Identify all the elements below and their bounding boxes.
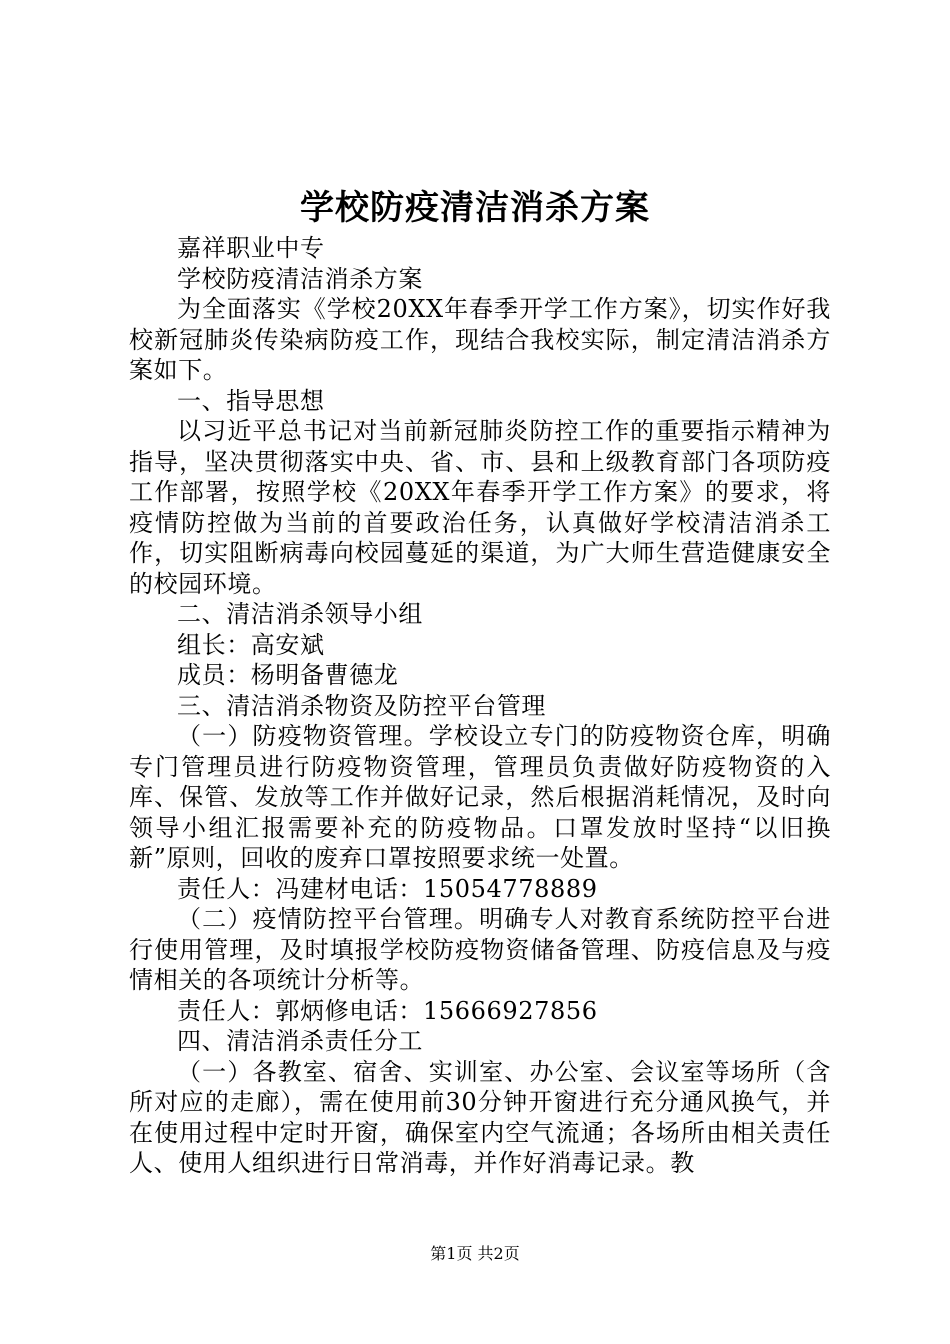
paragraph-group-members: 成员：杨明备曹德龙 xyxy=(177,661,399,689)
paragraph-materials-contact: 责任人：冯建材电话：15054778889 xyxy=(177,874,598,903)
document-body xyxy=(129,233,831,1179)
section-heading-leadership-group: 二、清洁消杀领导小组 xyxy=(177,600,423,628)
section-heading-responsibilities: 四、清洁消杀责任分工 xyxy=(177,1027,423,1055)
paragraph-group-leader: 组长：高安斌 xyxy=(177,630,325,659)
paragraph-platform-contact: 责任人：郭炳修电话：15666927856 xyxy=(177,996,598,1025)
section-heading-guiding-thought: 一、指导思想 xyxy=(177,386,325,415)
paragraph-platform-management: （二）疫情防控平台管理。明确专人对教育系统防控平台进行使用管理，及时填报学校防疫物资储备管理、防疫信息及与疫情相关的各项统计分析等。 xyxy=(129,905,831,994)
page-footer: 第1页 共2页 xyxy=(430,1244,520,1263)
paragraph-materials-management: （一）防疫物资管理。学校设立专门的防疫物资仓库，明确专门管理员进行防疫物资管理，管理员负责做好防疫物资的入库、保管、发放等工作并做好记录，然后根据消耗情况，及时向领导小组汇报需要补充的防疫物品。口罩发放时坚持“以旧换新”原则，回收的废弃口罩按照要求统一处置。 xyxy=(129,722,831,872)
paragraph-guiding-thought: 以习近平总书记对当前新冠肺炎防控工作的重要指示精神为指导，坚决贯彻落实中央、省、市、县和上级教育部门各项防疫工作部署，按照学校《20XX年春季开学工作方案》的要求，将疫情防控做为当前的首要政治任务，认真做好学校清洁消杀工作，切实阻断病毒向校园蔓延的渠道，为广大师生营造健康安全的校园环境。 xyxy=(129,417,831,598)
paragraph-subtitle: 学校防疫清洁消杀方案 xyxy=(177,264,423,293)
page-title: 学校防疫清洁消杀方案 xyxy=(300,188,650,228)
paragraph-school-name: 嘉祥职业中专 xyxy=(177,234,325,262)
section-heading-materials-platform: 三、清洁消杀物资及防控平台管理 xyxy=(177,691,546,720)
paragraph-intro: 为全面落实《学校20XX年春季开学工作方案》，切实作好我校新冠肺炎传染病防疫工作，现结合我校实际，制定清洁消杀方案如下。 xyxy=(129,295,831,384)
paragraph-responsibility-rooms: （一）各教室、宿舍、实训室、办公室、会议室等场所（含所对应的走廊），需在使用前30分钟开窗进行充分通风换气，并在使用过程中定时开窗，确保室内空气流通；各场所由相关责任人、使用人组织进行日常消毒，并作好消毒记录。教 xyxy=(129,1057,831,1177)
